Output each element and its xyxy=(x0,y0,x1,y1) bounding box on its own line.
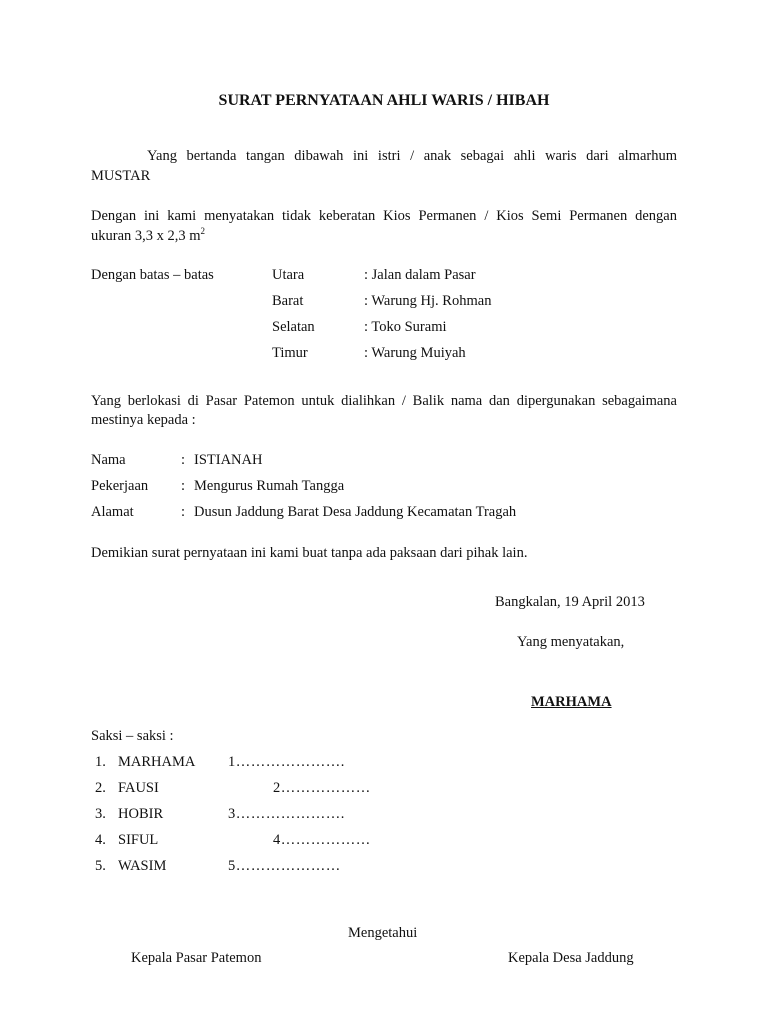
recipient-label: Alamat xyxy=(91,504,134,520)
place-date: Bangkalan, 19 April 2013 xyxy=(495,594,645,610)
witness-number: 3. xyxy=(95,806,106,822)
document-title: SURAT PERNYATAAN AHLI WARIS / HIBAH xyxy=(218,92,550,109)
acknowledge-label: Mengetahui xyxy=(348,925,418,941)
declarant-label: Yang menyatakan, xyxy=(517,634,625,650)
recipient-colon: : xyxy=(181,504,186,520)
location-line-1: Yang berlokasi di Pasar Patemon untuk dialihkan / Balik nama dan dipergunakan sebagaimana xyxy=(91,393,677,409)
location-line-2: mestinya kepada : xyxy=(91,412,196,428)
official-right: Kepala Desa Jaddung xyxy=(508,950,634,966)
witness-number: 4. xyxy=(95,832,106,848)
declarant-name: MARHAMA xyxy=(531,694,612,710)
boundaries-label: Dengan batas – batas xyxy=(91,267,214,283)
witness-signature-line: 4……………… xyxy=(273,832,371,848)
recipient-colon: : xyxy=(181,478,186,494)
statement-size-text: ukuran 3,3 x 2,3 m xyxy=(91,228,201,244)
intro-line-2: MUSTAR xyxy=(91,168,151,184)
official-left: Kepala Pasar Patemon xyxy=(131,950,262,966)
witness-signature-line: 3…………………. xyxy=(228,806,345,822)
witness-name: MARHAMA xyxy=(118,754,196,770)
boundary-direction: Barat xyxy=(272,293,304,309)
witness-name: WASIM xyxy=(118,858,167,874)
recipient-colon: : xyxy=(181,452,186,468)
intro-line-1: Yang bertanda tangan dibawah ini istri / anak sebagai ahli waris dari almarhum xyxy=(147,148,677,164)
witness-number: 5. xyxy=(95,858,106,874)
boundary-value: : Warung Muiyah xyxy=(364,345,466,361)
boundary-value: : Warung Hj. Rohman xyxy=(364,293,492,309)
witness-number: 1. xyxy=(95,754,106,770)
recipient-value: Dusun Jaddung Barat Desa Jaddung Kecamatan Tragah xyxy=(194,504,517,520)
witness-name: FAUSI xyxy=(118,780,159,796)
closing-statement: Demikian surat pernyataan ini kami buat tanpa ada paksaan dari pihak lain. xyxy=(91,545,528,561)
witness-signature-line: 2……………… xyxy=(273,780,371,796)
boundary-direction: Utara xyxy=(272,267,305,283)
boundary-direction: Timur xyxy=(272,345,308,361)
square-superscript: 2 xyxy=(200,226,206,236)
witnesses-label: Saksi – saksi : xyxy=(91,728,174,744)
recipient-label: Pekerjaan xyxy=(91,478,149,494)
boundary-value: : Toko Surami xyxy=(364,319,447,335)
recipient-value: ISTIANAH xyxy=(194,452,263,468)
witness-name: SIFUL xyxy=(118,832,159,848)
statement-line-2 xyxy=(91,226,206,244)
witness-number: 2. xyxy=(95,780,106,796)
witness-signature-line: 1…………………. xyxy=(228,754,345,770)
boundary-value: : Jalan dalam Pasar xyxy=(364,267,476,283)
recipient-label: Nama xyxy=(91,452,126,468)
statement-line-1: Dengan ini kami menyatakan tidak keberatan Kios Permanen / Kios Semi Permanen dengan xyxy=(91,208,677,224)
recipient-value: Mengurus Rumah Tangga xyxy=(194,478,345,494)
boundary-direction: Selatan xyxy=(272,319,315,335)
witness-name: HOBIR xyxy=(118,806,164,822)
witness-signature-line: 5………………… xyxy=(228,858,341,874)
